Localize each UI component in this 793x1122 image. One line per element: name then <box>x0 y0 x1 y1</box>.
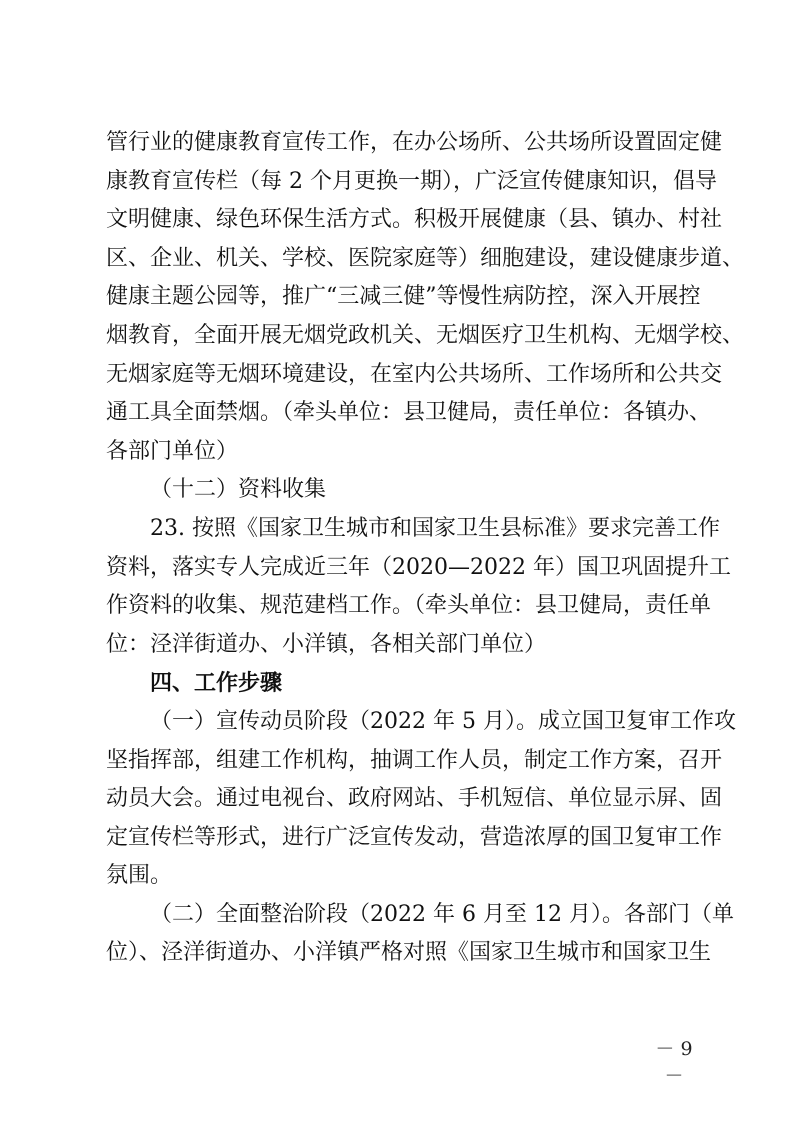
paragraph-line: 健康主题公园等，推广“三减三健”等慢性病防控，深入开展控 <box>106 284 701 310</box>
paragraph-line: 通工具全面禁烟。（牵头单位：县卫健局，责任单位：各镇办、 <box>106 400 712 426</box>
paragraph-line: 定宣传栏等形式，进行广泛宣传发动，营造浓厚的国卫复审工作 <box>106 824 723 850</box>
paragraph-line: 氛围。 <box>106 863 173 889</box>
document-body <box>106 124 745 973</box>
paragraph-line: 康教育宣传栏（每 2 个月更换一期），广泛宣传健康知识，倡导 <box>106 168 717 194</box>
paragraph-line: 作资料的收集、规范建档工作。（牵头单位：县卫健局，责任单 <box>106 593 712 619</box>
paragraph-line: 位）、泾洋街道办、小洋镇严格对照《国家卫生城市和国家卫生 <box>106 940 712 966</box>
paragraph-line: 资料，落实专人完成近三年（2020—2022 年）国卫巩固提升工 <box>106 554 731 580</box>
paragraph-line: 动员大会。通过电视台、政府网站、手机短信、单位显示屏、固 <box>106 786 723 812</box>
paragraph-line: 管行业的健康教育宣传工作，在办公场所、公共场所设置固定健 <box>106 130 723 155</box>
paragraph-line: 各部门单位） <box>106 438 239 464</box>
paragraph-line: 坚指挥部，组建工作机构，抽调工作人员，制定工作方案，召开 <box>106 747 723 773</box>
section-heading: 四、工作步骤 <box>150 670 283 697</box>
section-subheading: （十二）资料收集 <box>150 477 327 503</box>
paragraph-line: 文明健康、绿色环保生活方式。积极开展健康（县、镇办、村社 <box>106 207 723 233</box>
page-number: － 9 － <box>655 1038 693 1087</box>
paragraph-line: 无烟家庭等无烟环境建设，在室内公共场所、工作场所和公共交 <box>106 361 723 387</box>
paragraph-line: 位：泾洋街道办、小洋镇，各相关部门单位） <box>106 631 547 657</box>
paragraph-line: （二）全面整治阶段（2022 年 6 月至 12 月）。各部门（单 <box>150 901 734 927</box>
paragraph-line: 23. 按照《国家卫生城市和国家卫生县标准》要求完善工作 <box>150 515 720 541</box>
paragraph-line: 烟教育，全面开展无烟党政机关、无烟医疗卫生机构、无烟学校、 <box>106 322 745 348</box>
paragraph-line: 区、企业、机关、学校、医院家庭等）细胞建设，建设健康步道、 <box>106 245 745 271</box>
paragraph-line: （一）宣传动员阶段（2022 年 5 月）。成立国卫复审工作攻 <box>150 708 736 734</box>
